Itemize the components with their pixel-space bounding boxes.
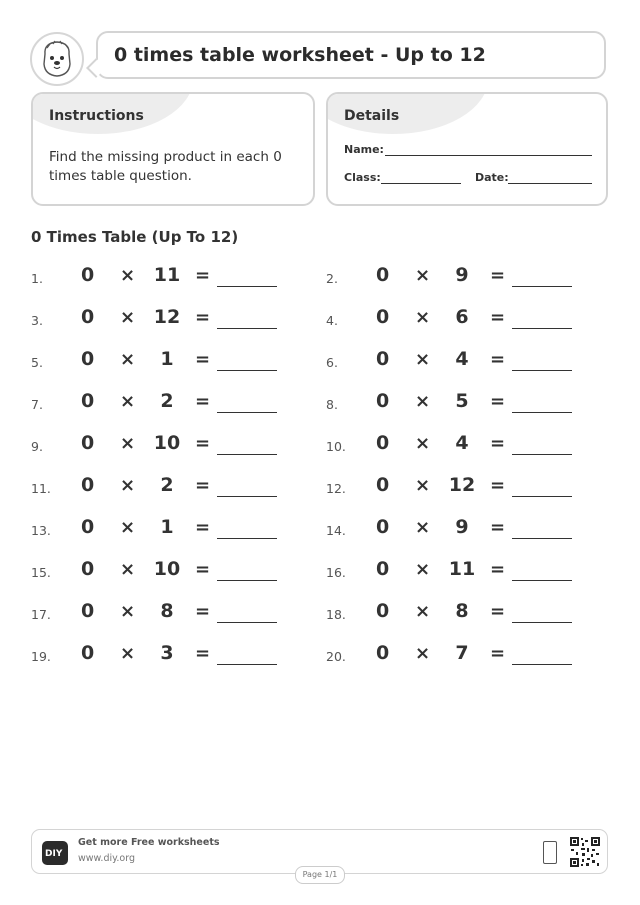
equals-sign: = [195, 349, 211, 370]
section-title: 0 Times Table (Up To 12) [31, 228, 239, 246]
factor-b: 8 [160, 600, 174, 622]
equals-sign: = [195, 601, 211, 622]
question-number: 13. [31, 523, 51, 538]
equals-sign: = [490, 265, 506, 286]
question-item [31, 558, 291, 588]
multiply-sign: × [415, 559, 431, 580]
factor-b: 10 [153, 432, 181, 454]
question-item [31, 432, 291, 462]
question-number: 14. [326, 523, 346, 538]
factor-b: 5 [455, 390, 469, 412]
question-item [31, 390, 291, 420]
factor-b: 1 [160, 516, 174, 538]
answer-blank[interactable] [512, 496, 572, 497]
factor-a: 0 [376, 432, 390, 454]
equals-sign: = [490, 601, 506, 622]
question-number: 17. [31, 607, 51, 622]
mascot-icon [30, 32, 84, 86]
answer-blank[interactable] [217, 454, 277, 455]
factor-a: 0 [81, 348, 95, 370]
footer-promo-text: Get more Free worksheets [78, 837, 220, 848]
question-number: 7. [31, 397, 43, 412]
factor-a: 0 [376, 474, 390, 496]
factor-b: 2 [160, 390, 174, 412]
equals-sign: = [195, 265, 211, 286]
multiply-sign: × [120, 559, 136, 580]
factor-a: 0 [81, 474, 95, 496]
multiply-sign: × [120, 433, 136, 454]
question-item [326, 558, 586, 588]
answer-blank[interactable] [217, 664, 277, 665]
multiply-sign: × [120, 349, 136, 370]
class-field[interactable] [381, 183, 461, 184]
factor-b: 2 [160, 474, 174, 496]
multiply-sign: × [415, 517, 431, 538]
date-field[interactable] [508, 183, 592, 184]
factor-a: 0 [376, 348, 390, 370]
question-item [326, 516, 586, 546]
factor-a: 0 [376, 516, 390, 538]
qr-code-icon [569, 836, 601, 868]
answer-blank[interactable] [512, 454, 572, 455]
question-item [326, 390, 586, 420]
title-bubble [96, 31, 606, 79]
factor-a: 0 [81, 306, 95, 328]
factor-a: 0 [376, 264, 390, 286]
multiply-sign: × [120, 517, 136, 538]
factor-b: 3 [160, 642, 174, 664]
question-number: 20. [326, 649, 346, 664]
answer-blank[interactable] [512, 580, 572, 581]
question-number: 15. [31, 565, 51, 580]
question-number: 1. [31, 271, 43, 286]
name-label: Name: [344, 143, 384, 156]
multiply-sign: × [415, 265, 431, 286]
factor-b: 9 [455, 516, 469, 538]
factor-a: 0 [81, 432, 95, 454]
question-item [326, 600, 586, 630]
multiply-sign: × [415, 433, 431, 454]
page-indicator: Page 1/1 [295, 866, 345, 884]
factor-a: 0 [81, 642, 95, 664]
diy-logo-icon: DIY [42, 841, 68, 865]
question-item [326, 474, 586, 504]
answer-blank[interactable] [512, 328, 572, 329]
factor-a: 0 [81, 600, 95, 622]
factor-b: 11 [448, 558, 476, 580]
question-item [326, 432, 586, 462]
details-heading: Details [344, 108, 400, 124]
multiply-sign: × [415, 475, 431, 496]
instructions-panel [31, 92, 315, 206]
equals-sign: = [195, 643, 211, 664]
question-number: 3. [31, 313, 43, 328]
answer-blank[interactable] [512, 286, 572, 287]
multiply-sign: × [415, 601, 431, 622]
question-number: 8. [326, 397, 338, 412]
multiply-sign: × [120, 265, 136, 286]
factor-b: 12 [448, 474, 476, 496]
answer-blank[interactable] [217, 622, 277, 623]
name-field[interactable] [385, 155, 592, 156]
question-number: 4. [326, 313, 338, 328]
multiply-sign: × [415, 643, 431, 664]
answer-blank[interactable] [512, 664, 572, 665]
question-item [31, 348, 291, 378]
factor-a: 0 [81, 516, 95, 538]
answer-blank[interactable] [512, 370, 572, 371]
factor-b: 12 [153, 306, 181, 328]
question-number: 10. [326, 439, 346, 454]
multiply-sign: × [415, 349, 431, 370]
answer-blank[interactable] [217, 370, 277, 371]
question-number: 11. [31, 481, 51, 496]
question-number: 6. [326, 355, 338, 370]
details-panel [326, 92, 608, 206]
factor-b: 4 [455, 348, 469, 370]
instructions-heading: Instructions [49, 108, 144, 124]
question-number: 2. [326, 271, 338, 286]
answer-blank[interactable] [512, 538, 572, 539]
factor-b: 8 [455, 600, 469, 622]
question-item [31, 306, 291, 336]
equals-sign: = [490, 391, 506, 412]
factor-b: 7 [455, 642, 469, 664]
phone-icon [543, 841, 557, 864]
multiply-sign: × [120, 391, 136, 412]
factor-a: 0 [376, 642, 390, 664]
equals-sign: = [195, 433, 211, 454]
multiply-sign: × [120, 475, 136, 496]
question-item [31, 474, 291, 504]
question-number: 9. [31, 439, 43, 454]
factor-a: 0 [376, 306, 390, 328]
answer-blank[interactable] [512, 622, 572, 623]
equals-sign: = [195, 307, 211, 328]
equals-sign: = [490, 643, 506, 664]
factor-a: 0 [376, 600, 390, 622]
question-item [31, 642, 291, 672]
question-item [31, 600, 291, 630]
equals-sign: = [490, 349, 506, 370]
equals-sign: = [490, 475, 506, 496]
multiply-sign: × [415, 391, 431, 412]
answer-blank[interactable] [217, 328, 277, 329]
answer-blank[interactable] [217, 538, 277, 539]
equals-sign: = [490, 559, 506, 580]
factor-b: 6 [455, 306, 469, 328]
equals-sign: = [195, 517, 211, 538]
question-item [326, 348, 586, 378]
question-item [326, 642, 586, 672]
factor-a: 0 [81, 264, 95, 286]
equals-sign: = [195, 475, 211, 496]
question-item [326, 264, 586, 294]
question-number: 16. [326, 565, 346, 580]
multiply-sign: × [415, 307, 431, 328]
footer-link[interactable]: www.diy.org [78, 853, 135, 864]
factor-b: 11 [153, 264, 181, 286]
question-item [31, 264, 291, 294]
question-number: 19. [31, 649, 51, 664]
page-title: 0 times table worksheet - Up to 12 [114, 44, 486, 66]
answer-blank[interactable] [217, 412, 277, 413]
instructions-text: Find the missing product in each 0 times table question. [49, 149, 282, 184]
factor-a: 0 [81, 390, 95, 412]
question-number: 5. [31, 355, 43, 370]
equals-sign: = [195, 559, 211, 580]
factor-b: 9 [455, 264, 469, 286]
answer-blank[interactable] [217, 286, 277, 287]
equals-sign: = [490, 517, 506, 538]
question-number: 12. [326, 481, 346, 496]
factor-a: 0 [376, 558, 390, 580]
answer-blank[interactable] [512, 412, 572, 413]
factor-b: 4 [455, 432, 469, 454]
factor-a: 0 [81, 558, 95, 580]
question-number: 18. [326, 607, 346, 622]
equals-sign: = [195, 391, 211, 412]
question-item [31, 516, 291, 546]
question-item [326, 306, 586, 336]
equals-sign: = [490, 433, 506, 454]
answer-blank[interactable] [217, 496, 277, 497]
multiply-sign: × [120, 601, 136, 622]
factor-b: 10 [153, 558, 181, 580]
multiply-sign: × [120, 643, 136, 664]
multiply-sign: × [120, 307, 136, 328]
factor-b: 1 [160, 348, 174, 370]
factor-a: 0 [376, 390, 390, 412]
date-label: Date: [475, 171, 509, 184]
class-label: Class: [344, 171, 381, 184]
answer-blank[interactable] [217, 580, 277, 581]
equals-sign: = [490, 307, 506, 328]
